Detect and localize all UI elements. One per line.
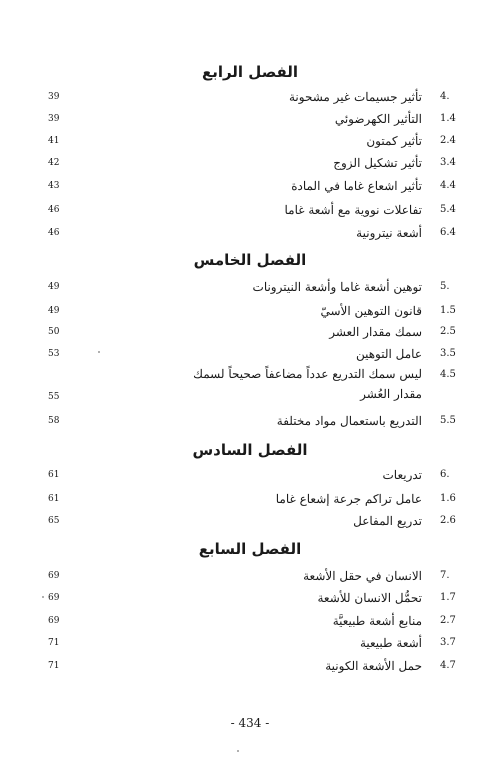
toc-entry — [0, 152, 500, 174]
section-title: منابع أشعة طبيعيَّة — [332, 614, 422, 628]
section-title: تفاعلات نووية مع أشعة غاما — [284, 203, 422, 217]
toc-entry — [0, 343, 500, 365]
page-number: 55 — [48, 392, 60, 402]
section-number: 3.4 — [440, 157, 456, 168]
toc-entry — [0, 175, 500, 197]
page-number: 46 — [48, 205, 60, 215]
section-number: 6. — [440, 469, 450, 480]
toc-entry — [0, 222, 500, 244]
page-number: 69 — [48, 571, 60, 581]
section-title: توهين أشعة غاما وأشعة النيترونات — [252, 280, 422, 294]
section-number: 5.5 — [440, 415, 456, 426]
section-number: 2.4 — [440, 135, 456, 146]
page-number: 50 — [48, 327, 60, 337]
toc-entry — [0, 300, 500, 322]
section-number: 3.7 — [440, 637, 456, 648]
section-number: 1.5 — [440, 305, 456, 316]
toc-entry — [0, 587, 500, 609]
section-title: التأثير الكهرضوئي — [334, 112, 422, 126]
chapter-heading: الفصل الخامس — [193, 251, 307, 269]
page-number: 69 — [48, 616, 60, 626]
toc-entry — [0, 510, 500, 532]
page-number: 58 — [48, 416, 60, 426]
section-number: 7. — [440, 570, 450, 581]
section-title: الانسان في حقل الأشعة — [303, 569, 422, 583]
page-number: 65 — [48, 516, 60, 526]
toc-entry — [0, 276, 500, 298]
section-title: تأثير كمتون — [366, 134, 422, 148]
scan-speck — [98, 351, 100, 353]
section-number: 1.4 — [440, 113, 456, 124]
section-number: 2.7 — [440, 615, 456, 626]
page-number: 71 — [48, 661, 60, 671]
toc-entry — [0, 321, 500, 343]
section-number: 2.6 — [440, 515, 456, 526]
section-title: سمك مقدار العشر — [329, 325, 422, 339]
page-number: 42 — [48, 158, 60, 168]
section-number: 1.7 — [440, 592, 456, 603]
page-number: 53 — [48, 349, 60, 359]
page-number: 46 — [48, 228, 60, 238]
section-title: أشعة طبيعية — [359, 636, 422, 650]
section-number: 5. — [440, 281, 450, 292]
page-number: 61 — [48, 470, 60, 480]
page-number: 69 — [48, 593, 60, 603]
toc-entry — [0, 610, 500, 632]
scan-speck — [237, 750, 239, 752]
toc-entry — [0, 488, 500, 510]
toc-entry — [0, 86, 500, 108]
page-number: 41 — [48, 136, 60, 146]
chapter-heading: الفصل السادس — [192, 441, 308, 459]
section-title: أشعة نيترونية — [356, 226, 422, 240]
page-number: 71 — [48, 638, 60, 648]
section-title: تحمُّل الانسان للأشعة — [317, 591, 422, 605]
toc-entry — [0, 464, 500, 486]
section-number: 4.4 — [440, 180, 456, 191]
page-number: 43 — [48, 181, 60, 191]
section-number: 4.7 — [440, 660, 456, 671]
section-title: تدريعات — [382, 468, 422, 482]
toc-entry — [0, 410, 500, 432]
page-number: 39 — [48, 114, 60, 124]
section-title: ليس سمك التدريع عدداً مضاعفاً صحيحاً لسمك مقدار العُشر — [193, 367, 422, 401]
scan-speck — [42, 596, 44, 598]
toc-entry — [0, 632, 500, 654]
section-number: 4. — [440, 91, 450, 102]
section-number: 6.4 — [440, 227, 456, 238]
toc-entry — [0, 364, 500, 408]
section-title: قانون التوهين الأسيّ — [320, 304, 422, 318]
section-title: عامل التوهين — [355, 347, 422, 361]
section-title: تأثير تشكيل الزوج — [333, 156, 422, 170]
page-number: 49 — [48, 306, 60, 316]
section-number: 2.5 — [440, 326, 456, 337]
section-title: تدريع المفاعل — [353, 514, 422, 528]
section-number: 5.4 — [440, 204, 456, 215]
section-title: التدريع باستعمال مواد مختلفة — [276, 414, 422, 428]
section-title: تأثير جسيمات غير مشحونة — [288, 90, 422, 104]
toc-entry — [0, 655, 500, 677]
toc-entry — [0, 108, 500, 130]
chapter-heading: الفصل السابع — [198, 540, 302, 558]
toc-entry — [0, 199, 500, 221]
page-number: 49 — [48, 282, 60, 292]
toc-entry — [0, 565, 500, 587]
section-title: حمل الأشعة الكونية — [325, 659, 422, 673]
page-footer-number: - 434 - — [230, 716, 270, 730]
section-number: 3.5 — [440, 348, 456, 359]
section-number: 1.6 — [440, 493, 456, 504]
section-title: تأثير اشعاع غاما في المادة — [291, 179, 422, 193]
page-number: 61 — [48, 494, 60, 504]
chapter-heading: الفصل الرابع — [201, 63, 299, 81]
section-number: 4.5 — [440, 369, 456, 380]
toc-entry — [0, 130, 500, 152]
page-number: 39 — [48, 92, 60, 102]
section-title: عامل تراكم جرعة إشعاع غاما — [275, 492, 422, 506]
